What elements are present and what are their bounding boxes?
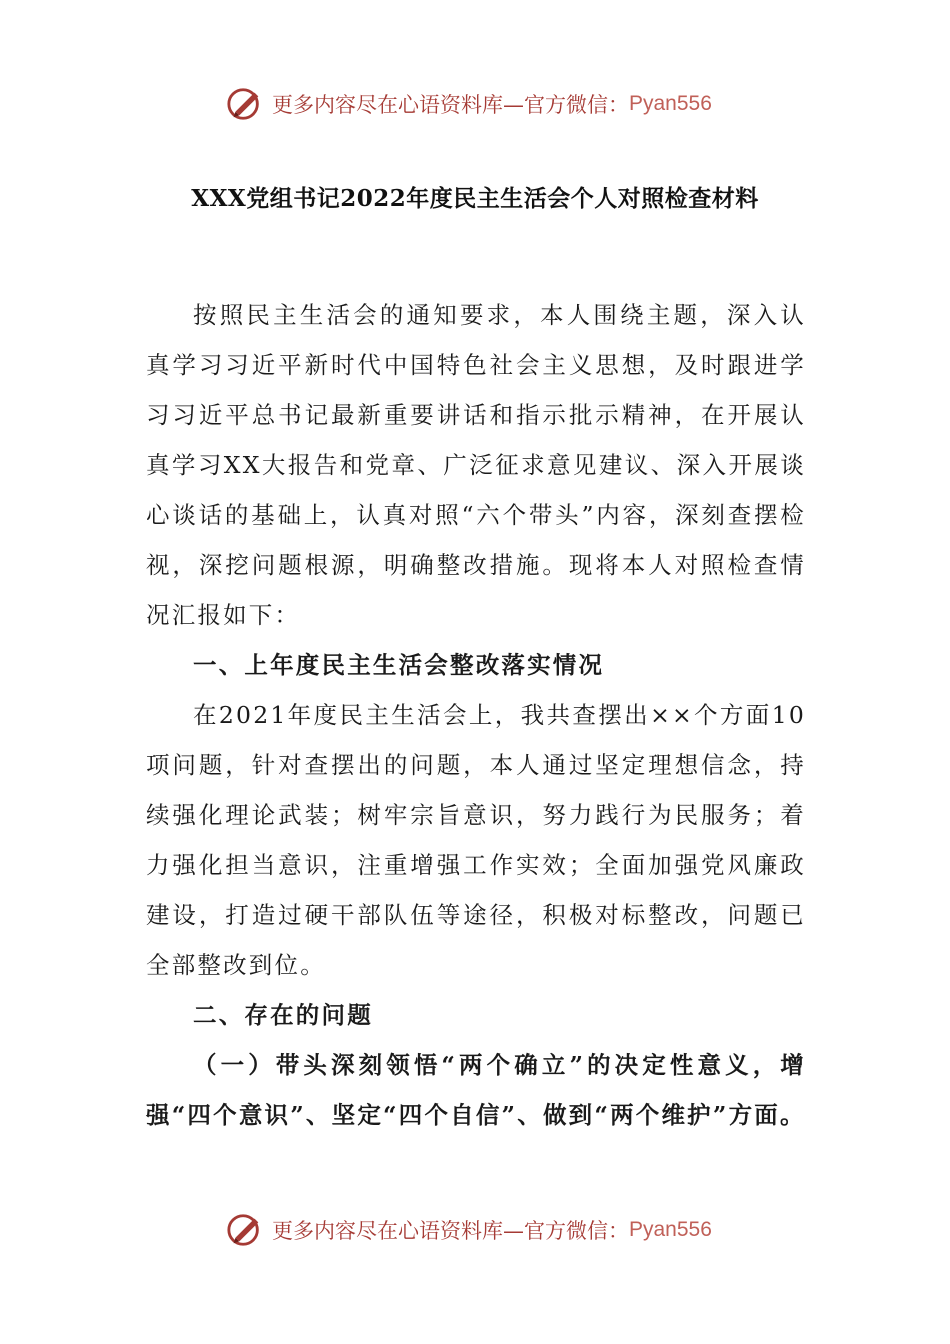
document-body [146,290,806,1140]
section-heading-2: 二、存在的问题 [193,1001,373,1029]
watermark-footer [226,1210,712,1250]
watermark-header [226,84,712,124]
section-1-paragraph: 在2021年度民主生活会上，我共查摆出××个方面10项问题，针对查摆出的问题，本人通过坚定理想信念，持续强化理论武装；树牢宗旨意识，努力践行为民服务；着力强化担当意识，注重增强工作实效；全面加强党风廉政建设，打造过硬干部队伍等途径，积极对标整改，问题已全部整改到位。 [146,701,806,979]
watermark-text: 更多内容尽在心语资料库—官方微信： [272,1219,629,1243]
pen-logo-icon [226,1211,264,1249]
intro-paragraph: 按照民主生活会的通知要求，本人围绕主题，深入认真学习习近平新时代中国特色社会主义思想，及时跟进学习习近平总书记最新重要讲话和指示批示精神，在开展认真学习XX大报告和党章、广泛征求意见建议、深入开展谈心谈话的基础上，认真对照“六个带头”内容，深刻查摆检视，深挖问题根源，明确整改措施。现将本人对照检查情况汇报如下： [146,301,806,629]
watermark-wechat-id: Pyan556 [629,92,712,115]
subsection-heading-1: （一）带头深刻领悟“两个确立”的决定性意义，增强“四个意识”、坚定“四个自信”、做到“两个维护”方面。 [146,1051,806,1129]
watermark-wechat-id: Pyan556 [629,1218,712,1241]
section-heading-1: 一、上年度民主生活会整改落实情况 [193,651,605,679]
watermark-text: 更多内容尽在心语资料库—官方微信： [272,93,629,117]
document-title: XXX党组书记2022年度民主生活会个人对照检查材料 [191,185,759,212]
pen-logo-icon [226,85,264,123]
